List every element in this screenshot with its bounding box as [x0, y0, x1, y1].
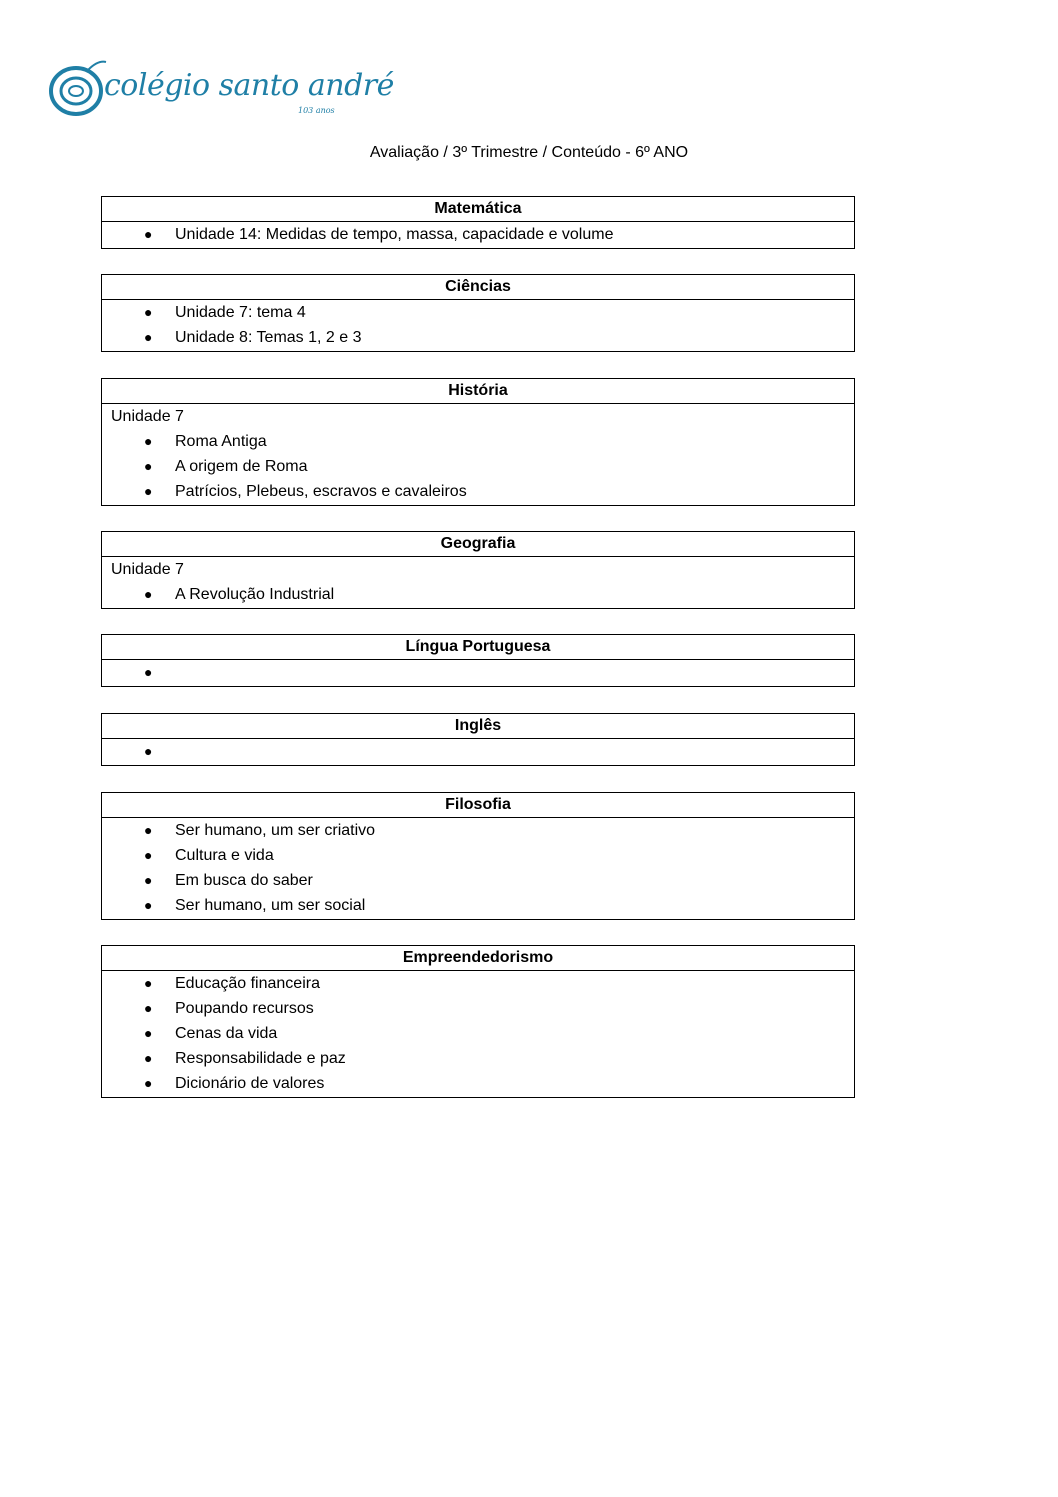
subject-title: História [102, 379, 854, 404]
bullet-item [102, 660, 854, 685]
subject-block [101, 531, 855, 609]
subject-title: Filosofia [102, 793, 854, 818]
item-text: Cenas da vida [175, 1025, 278, 1042]
bullet-icon: ● [144, 1025, 153, 1041]
subject-title: Inglês [102, 714, 854, 739]
item-text: Unidade 8: Temas 1, 2 e 3 [175, 329, 362, 346]
item-text: Roma Antiga [175, 433, 267, 450]
bullet-icon: ● [144, 1075, 153, 1091]
subject-block [101, 792, 855, 920]
subject-content [102, 660, 854, 686]
bullet-icon: ● [144, 1050, 153, 1066]
school-logo [48, 58, 394, 120]
subject-title: Ciências [102, 275, 854, 300]
swirl-logo-icon [48, 58, 108, 120]
bullet-item [102, 818, 854, 843]
subject-content [102, 300, 854, 351]
bullet-item [102, 868, 854, 893]
subject-content [102, 818, 854, 919]
subject-content [102, 404, 854, 505]
bullet-item [102, 971, 854, 996]
item-text: Em busca do saber [175, 872, 313, 889]
bullet-icon: ● [144, 872, 153, 888]
unit-label [102, 404, 854, 429]
bullet-item [102, 1021, 854, 1046]
item-text: Ser humano, um ser social [175, 897, 366, 914]
subject-title: Geografia [102, 532, 854, 557]
bullet-icon: ● [144, 847, 153, 863]
subject-block [101, 634, 855, 687]
bullet-item [102, 843, 854, 868]
subject-title: Matemática [102, 197, 854, 222]
bullet-item [102, 582, 854, 607]
subject-block [101, 274, 855, 352]
item-text: Ser humano, um ser criativo [175, 822, 376, 839]
unit-label [102, 557, 854, 582]
item-text: Responsabilidade e paz [175, 1050, 346, 1067]
bullet-icon: ● [144, 304, 153, 320]
bullet-item [102, 454, 854, 479]
item-text: A Revolução Industrial [175, 586, 335, 603]
subject-block [101, 945, 855, 1098]
bullet-icon: ● [144, 433, 153, 449]
bullet-icon: ● [144, 897, 153, 913]
item-text: Educação financeira [175, 975, 320, 992]
subject-content [102, 971, 854, 1097]
bullet-icon: ● [144, 975, 153, 991]
bullet-item [102, 1071, 854, 1096]
bullet-item [102, 325, 854, 350]
bullet-icon: ● [144, 664, 153, 680]
bullet-icon: ● [144, 822, 153, 838]
subject-content [102, 739, 854, 765]
item-text: Unidade 7 [111, 561, 184, 578]
bullet-icon: ● [144, 458, 153, 474]
bullet-icon: ● [144, 329, 153, 345]
bullet-icon: ● [144, 1000, 153, 1016]
subject-title: Empreendedorismo [102, 946, 854, 971]
logo-text: colégio santo andré [104, 68, 394, 103]
subject-content [102, 222, 854, 248]
bullet-item [102, 300, 854, 325]
subject-block [101, 713, 855, 766]
logo-subtext: 103 anos [298, 106, 335, 115]
bullet-item [102, 893, 854, 918]
bullet-item [102, 1046, 854, 1071]
subject-block [101, 378, 855, 506]
bullet-icon: ● [144, 586, 153, 602]
page-title: Avaliação / 3º Trimestre / Conteúdo - 6º ANO [369, 144, 689, 161]
item-text: Patrícios, Plebeus, escravos e cavaleiros [175, 483, 467, 500]
subject-title: Língua Portuguesa [102, 635, 854, 660]
subject-content [102, 557, 854, 608]
bullet-item [102, 429, 854, 454]
subject-block [101, 196, 855, 249]
bullet-item [102, 739, 854, 764]
bullet-icon: ● [144, 226, 153, 242]
bullet-item [102, 996, 854, 1021]
item-text: A origem de Roma [175, 458, 308, 475]
bullet-item [102, 222, 854, 247]
bullet-icon: ● [144, 483, 153, 499]
item-text: Cultura e vida [175, 847, 274, 864]
item-text: Unidade 7: tema 4 [175, 304, 306, 321]
item-text: Poupando recursos [175, 1000, 314, 1017]
bullet-icon: ● [144, 743, 153, 759]
item-text: Dicionário de valores [175, 1075, 325, 1092]
item-text: Unidade 7 [111, 408, 184, 425]
bullet-item [102, 479, 854, 504]
item-text: Unidade 14: Medidas de tempo, massa, capacidade e volume [175, 226, 614, 243]
